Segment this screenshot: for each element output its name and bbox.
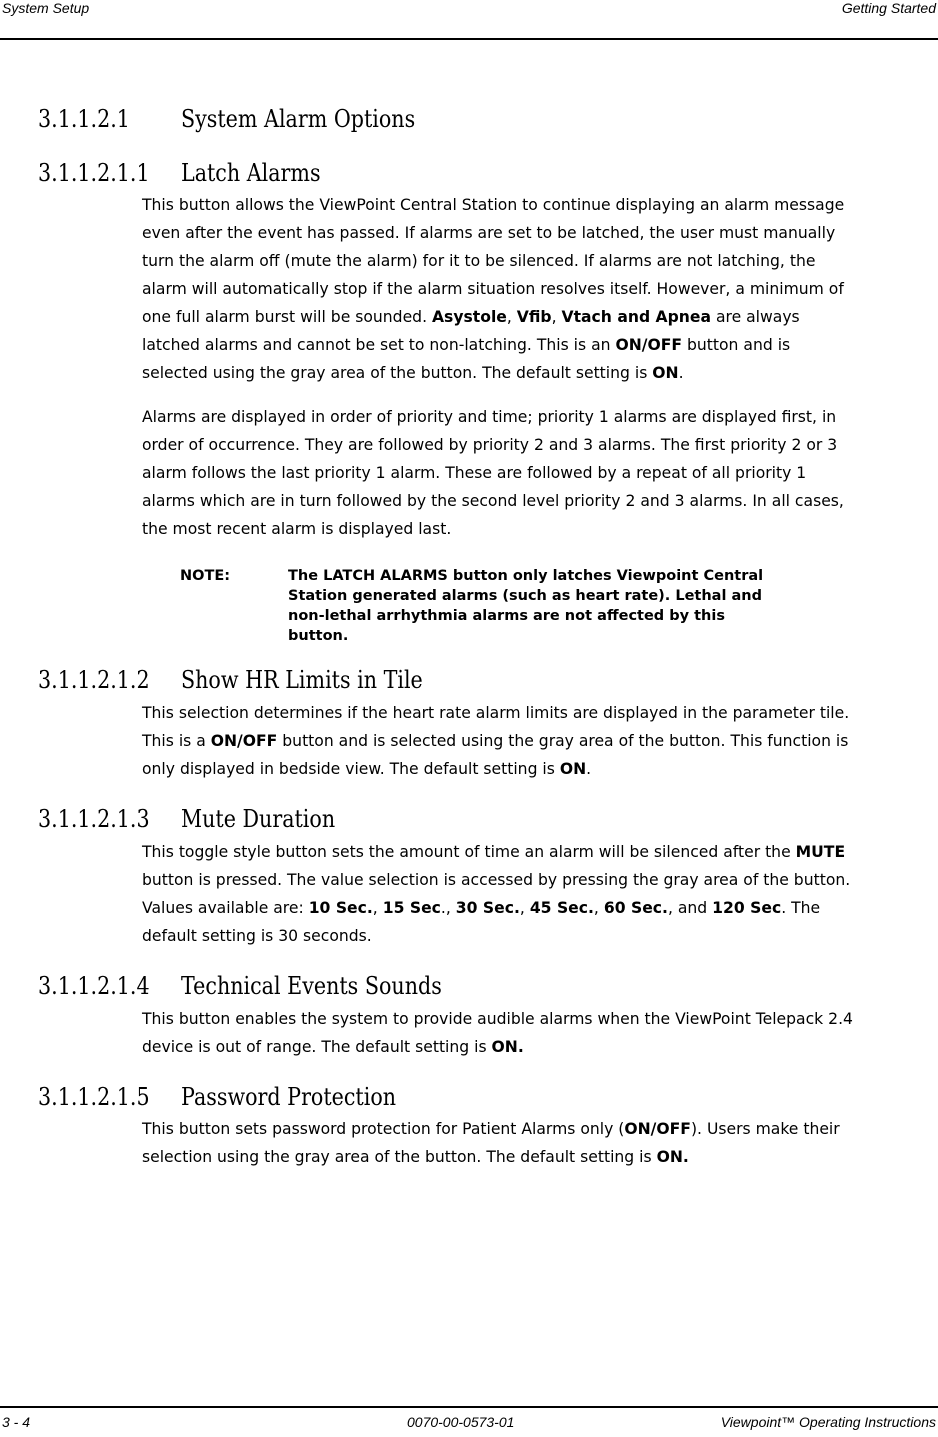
section-number: 3.1.1.2.1.3 bbox=[38, 805, 150, 833]
section-title: Show HR Limits in Tile bbox=[181, 666, 423, 694]
section-title: Latch Alarms bbox=[181, 159, 321, 187]
alarm-priority-paragraph: Alarms are displayed in order of priority and time; priority 1 alarms are displayed first, in order of occurrence. They are followed by priority 2 and 3 alarms. The first priority 2 or 3 alarm follows the last priority 1 alarm. These are followed by a repeat of all priority 1 alarms which are in turn followed by the second level priority 2 and 3 alarms. In all cases, the most recent alarm is displayed last. bbox=[142, 408, 844, 538]
section-title: System Alarm Options bbox=[181, 105, 416, 133]
section-number: 3.1.1.2.1.5 bbox=[38, 1083, 150, 1111]
header-section-title: Getting Started bbox=[841, 0, 936, 16]
section-number: 3.1.1.2.1.1 bbox=[38, 159, 150, 187]
technical-events-paragraph: This button enables the system to provide audible alarms when the ViewPoint Telepack 2.4 device is out of range. The default setting is ON. bbox=[142, 1010, 853, 1056]
show-hr-limits-paragraph: This selection determines if the heart rate alarm limits are displayed in the parameter tile. This is a ON/OFF button and is selected using the gray area of the button. This function is only displayed in bedside view. The default setting is ON. bbox=[142, 704, 850, 778]
section-title: Mute Duration bbox=[181, 805, 336, 833]
section-title: Password Protection bbox=[181, 1083, 397, 1111]
page-footer bbox=[0, 1406, 938, 1437]
section-title: Technical Events Sounds bbox=[181, 972, 442, 1000]
section-number: 3.1.1.2.1.4 bbox=[38, 972, 150, 1000]
page-number: 3 - 4 bbox=[2, 1414, 31, 1430]
note-text: The LATCH ALARMS button only latches Viewpoint Central Station generated alarms (such as heart rate). Lethal and non-lethal arrhythmia alarms are not affected by this button. bbox=[288, 568, 764, 644]
manual-title: Viewpoint™ Operating Instructions bbox=[720, 1414, 936, 1430]
header-chapter-title: System Setup bbox=[2, 0, 90, 16]
section-number: 3.1.1.2.1 bbox=[38, 105, 130, 133]
note-label: NOTE: bbox=[180, 568, 231, 584]
page-header bbox=[0, 0, 938, 40]
document-number: 0070-00-0573-01 bbox=[407, 1414, 515, 1430]
mute-duration-paragraph: This toggle style button sets the amount of time an alarm will be silenced after the MUTE button is pressed. The value selection is accessed by pressing the gray area of the button. Values available are: 10 Sec., 15 Sec., 30 Sec., 45 Sec., 60 Sec., and 120 Sec. The default setting is 30 seconds. bbox=[142, 843, 851, 945]
latch-alarms-paragraph: This button allows the ViewPoint Central Station to continue displaying an alarm message even after the event has passed. If alarms are set to be latched, the user must manually turn the alarm off (mute the alarm) for it to be silenced. If alarms are not latching, the alarm will automatically stop if the alarm situation resolves itself. However, a minimum of one full alarm burst will be sounded. Asystole, Vfib, Vtach and Apnea are always latched alarms and cannot be set to non-latching. This is an ON/OFF button and is selected using the gray area of the button. The default setting is ON. bbox=[142, 196, 845, 382]
password-protection-paragraph: This button sets password protection for Patient Alarms only (ON/OFF). Users make their selection using the gray area of the button. The default setting is ON. bbox=[142, 1120, 840, 1166]
section-number: 3.1.1.2.1.2 bbox=[38, 666, 150, 694]
